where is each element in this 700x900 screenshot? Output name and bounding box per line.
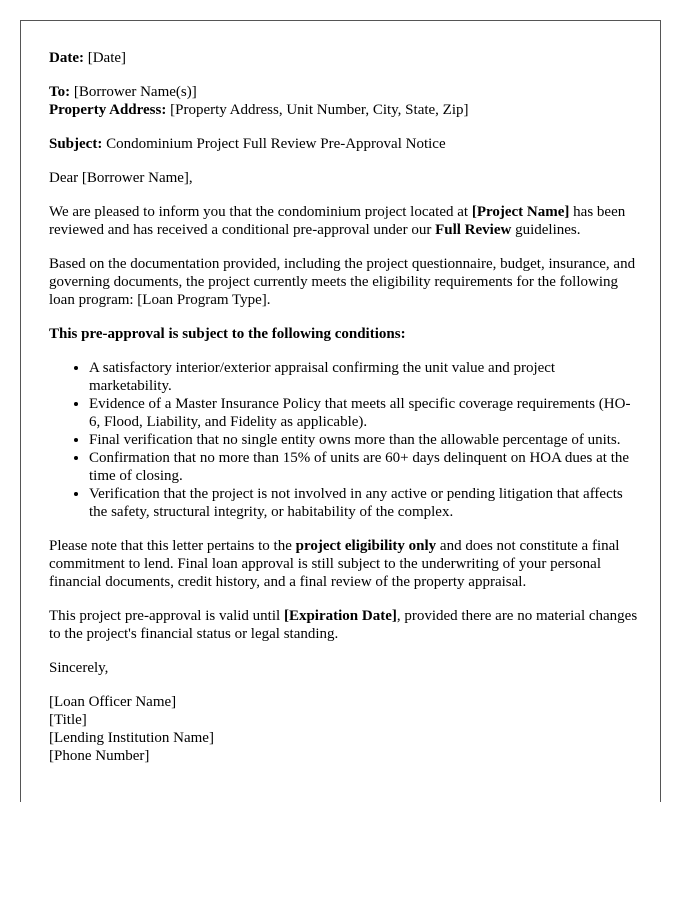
signature-block: [49, 693, 639, 765]
loan-officer-name: [Loan Officer Name]: [49, 694, 177, 710]
intro-text-2: has been reviewed and has received a conditional pre-approval under our: [49, 204, 626, 238]
address-value: [Property Address, Unit Number, City, State, Zip]: [166, 102, 469, 118]
condition-item: • Confirmation that no more than 15% of units are 60+ days delinquent on HOA dues at the time of closing.: [89, 449, 639, 485]
condition-item: • Final verification that no single entity owns more than the allowable percentage of units.: [89, 431, 639, 449]
date-value: [Date]: [83, 50, 127, 66]
conditions-list: [49, 359, 639, 521]
condition-item: • Evidence of a Master Insurance Policy that meets all specific coverage requirements (HO-6, Flood, Liability, and Fidelity as applicable).: [89, 395, 639, 431]
expiration-date: [Expiration Date]: [283, 608, 397, 624]
intro-text-3: guidelines.: [511, 222, 581, 238]
to-value: [Borrower Name(s)]: [70, 84, 197, 100]
address-line: [49, 102, 469, 118]
condition-item: • A satisfactory interior/exterior appraisal confirming the unit value and project marketability.: [89, 359, 639, 395]
to-line: [49, 84, 197, 100]
date-line: [49, 49, 639, 67]
validity-text-1: This project pre-approval is valid until: [49, 608, 284, 624]
address-label: Property Address:: [49, 102, 167, 118]
letter-body: [49, 49, 639, 765]
phone-number: [Phone Number]: [49, 748, 150, 764]
project-eligibility-term: project eligibility only: [295, 538, 437, 554]
closing: Sincerely,: [49, 660, 109, 676]
intro-paragraph: [49, 203, 639, 239]
conditions-heading-text: This pre-approval is subject to the following conditions:: [49, 326, 406, 342]
validity-paragraph: [49, 607, 639, 643]
conditions-heading: [49, 325, 639, 343]
subject-label: Subject:: [49, 136, 103, 152]
note-text-1: Please note that this letter pertains to the: [49, 538, 296, 554]
intro-text-1: We are pleased to inform you that the condominium project located at: [49, 204, 472, 220]
full-review-term: Full Review: [435, 222, 512, 238]
project-name: [Project Name]: [471, 204, 570, 220]
subject-line: [49, 135, 639, 153]
note-paragraph: [49, 537, 639, 591]
condition-item: • Verification that the project is not involved in any active or pending litigation that affects the safety, structural integrity, or habitability of the complex.: [89, 485, 639, 521]
basis-paragraph: Based on the documentation provided, including the project questionnaire, budget, insurance, and governing documents, the project currently meets the eligibility requirements for the following loan program: [Loan Program Type].: [49, 256, 636, 308]
letter-page: [20, 20, 661, 802]
subject-value: Condominium Project Full Review Pre-Approval Notice: [102, 136, 446, 152]
date-label: Date:: [49, 50, 84, 66]
validity-text-2: , provided there are no material changes to the project's financial status or legal standing.: [49, 608, 638, 642]
officer-title: [Title]: [49, 712, 87, 728]
lending-institution: [Lending Institution Name]: [49, 730, 214, 746]
recipient-block: [49, 83, 639, 119]
note-text-2: and does not constitute a final commitment to lend. Final loan approval is still subject to the underwriting of your personal financial documents, credit history, and a final review of the property appraisal.: [49, 538, 620, 590]
salutation: Dear [Borrower Name],: [49, 170, 193, 186]
to-label: To:: [49, 84, 71, 100]
